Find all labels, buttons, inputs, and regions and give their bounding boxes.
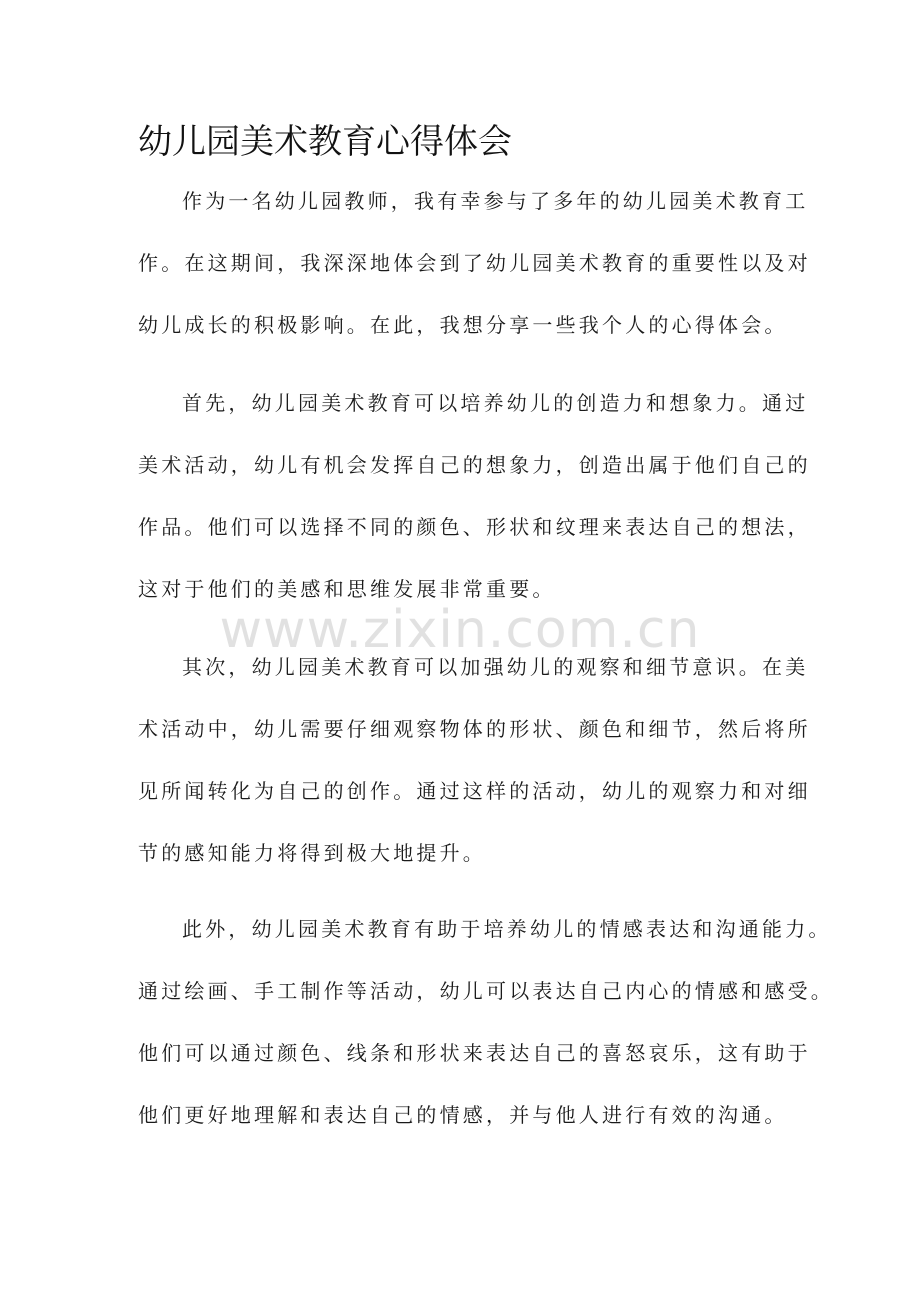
paragraph-line: 节的感知能力将得到极大地提升。 <box>138 841 486 865</box>
paragraph-line: 他们更好地理解和表达自己的情感，并与他人进行有效的沟通。 <box>138 1103 788 1127</box>
paragraph-line: 术活动中，幼儿需要仔细观察物体的形状、颜色和细节，然后将所 <box>138 717 811 741</box>
document-title: 幼儿园美术教育心得体会 <box>138 122 512 162</box>
paragraph-line: 作。在这期间，我深深地体会到了幼儿园美术教育的重要性以及对 <box>138 251 811 275</box>
paragraph-intro <box>138 170 818 356</box>
paragraph-line: 美术活动，幼儿有机会发挥自己的想象力，创造出属于他们自己的 <box>138 453 811 477</box>
paragraph-line: 作为一名幼儿园教师，我有幸参与了多年的幼儿园美术教育工 <box>182 189 809 213</box>
paragraph-third <box>138 898 834 1146</box>
paragraph-line: 他们可以通过颜色、线条和形状来表达自己的喜怒哀乐，这有助于 <box>138 1041 811 1065</box>
paragraph-line: 首先，幼儿园美术教育可以培养幼儿的创造力和想象力。通过 <box>182 391 809 415</box>
paragraph-line: 作品。他们可以选择不同的颜色、形状和纹理来表达自己的想法， <box>138 515 811 539</box>
watermark: www.zixin.com.cn <box>219 600 701 660</box>
paragraph-line: 通过绘画、手工制作等活动，幼儿可以表达自己内心的情感和感受。 <box>138 979 834 1003</box>
paragraph-line: 幼儿成长的积极影响。在此，我想分享一些我个人的心得体会。 <box>138 313 788 337</box>
paragraph-line: 此外，幼儿园美术教育有助于培养幼儿的情感表达和沟通能力。 <box>182 917 832 941</box>
paragraph-line: 见所闻转化为自己的创作。通过这样的活动，幼儿的观察力和对细 <box>138 779 811 803</box>
paragraph-line: 其次，幼儿园美术教育可以加强幼儿的观察和细节意识。在美 <box>182 655 809 679</box>
paragraph-second <box>138 636 818 884</box>
paragraph-first <box>138 372 818 620</box>
paragraph-line: 这对于他们的美感和思维发展非常重要。 <box>138 577 556 601</box>
